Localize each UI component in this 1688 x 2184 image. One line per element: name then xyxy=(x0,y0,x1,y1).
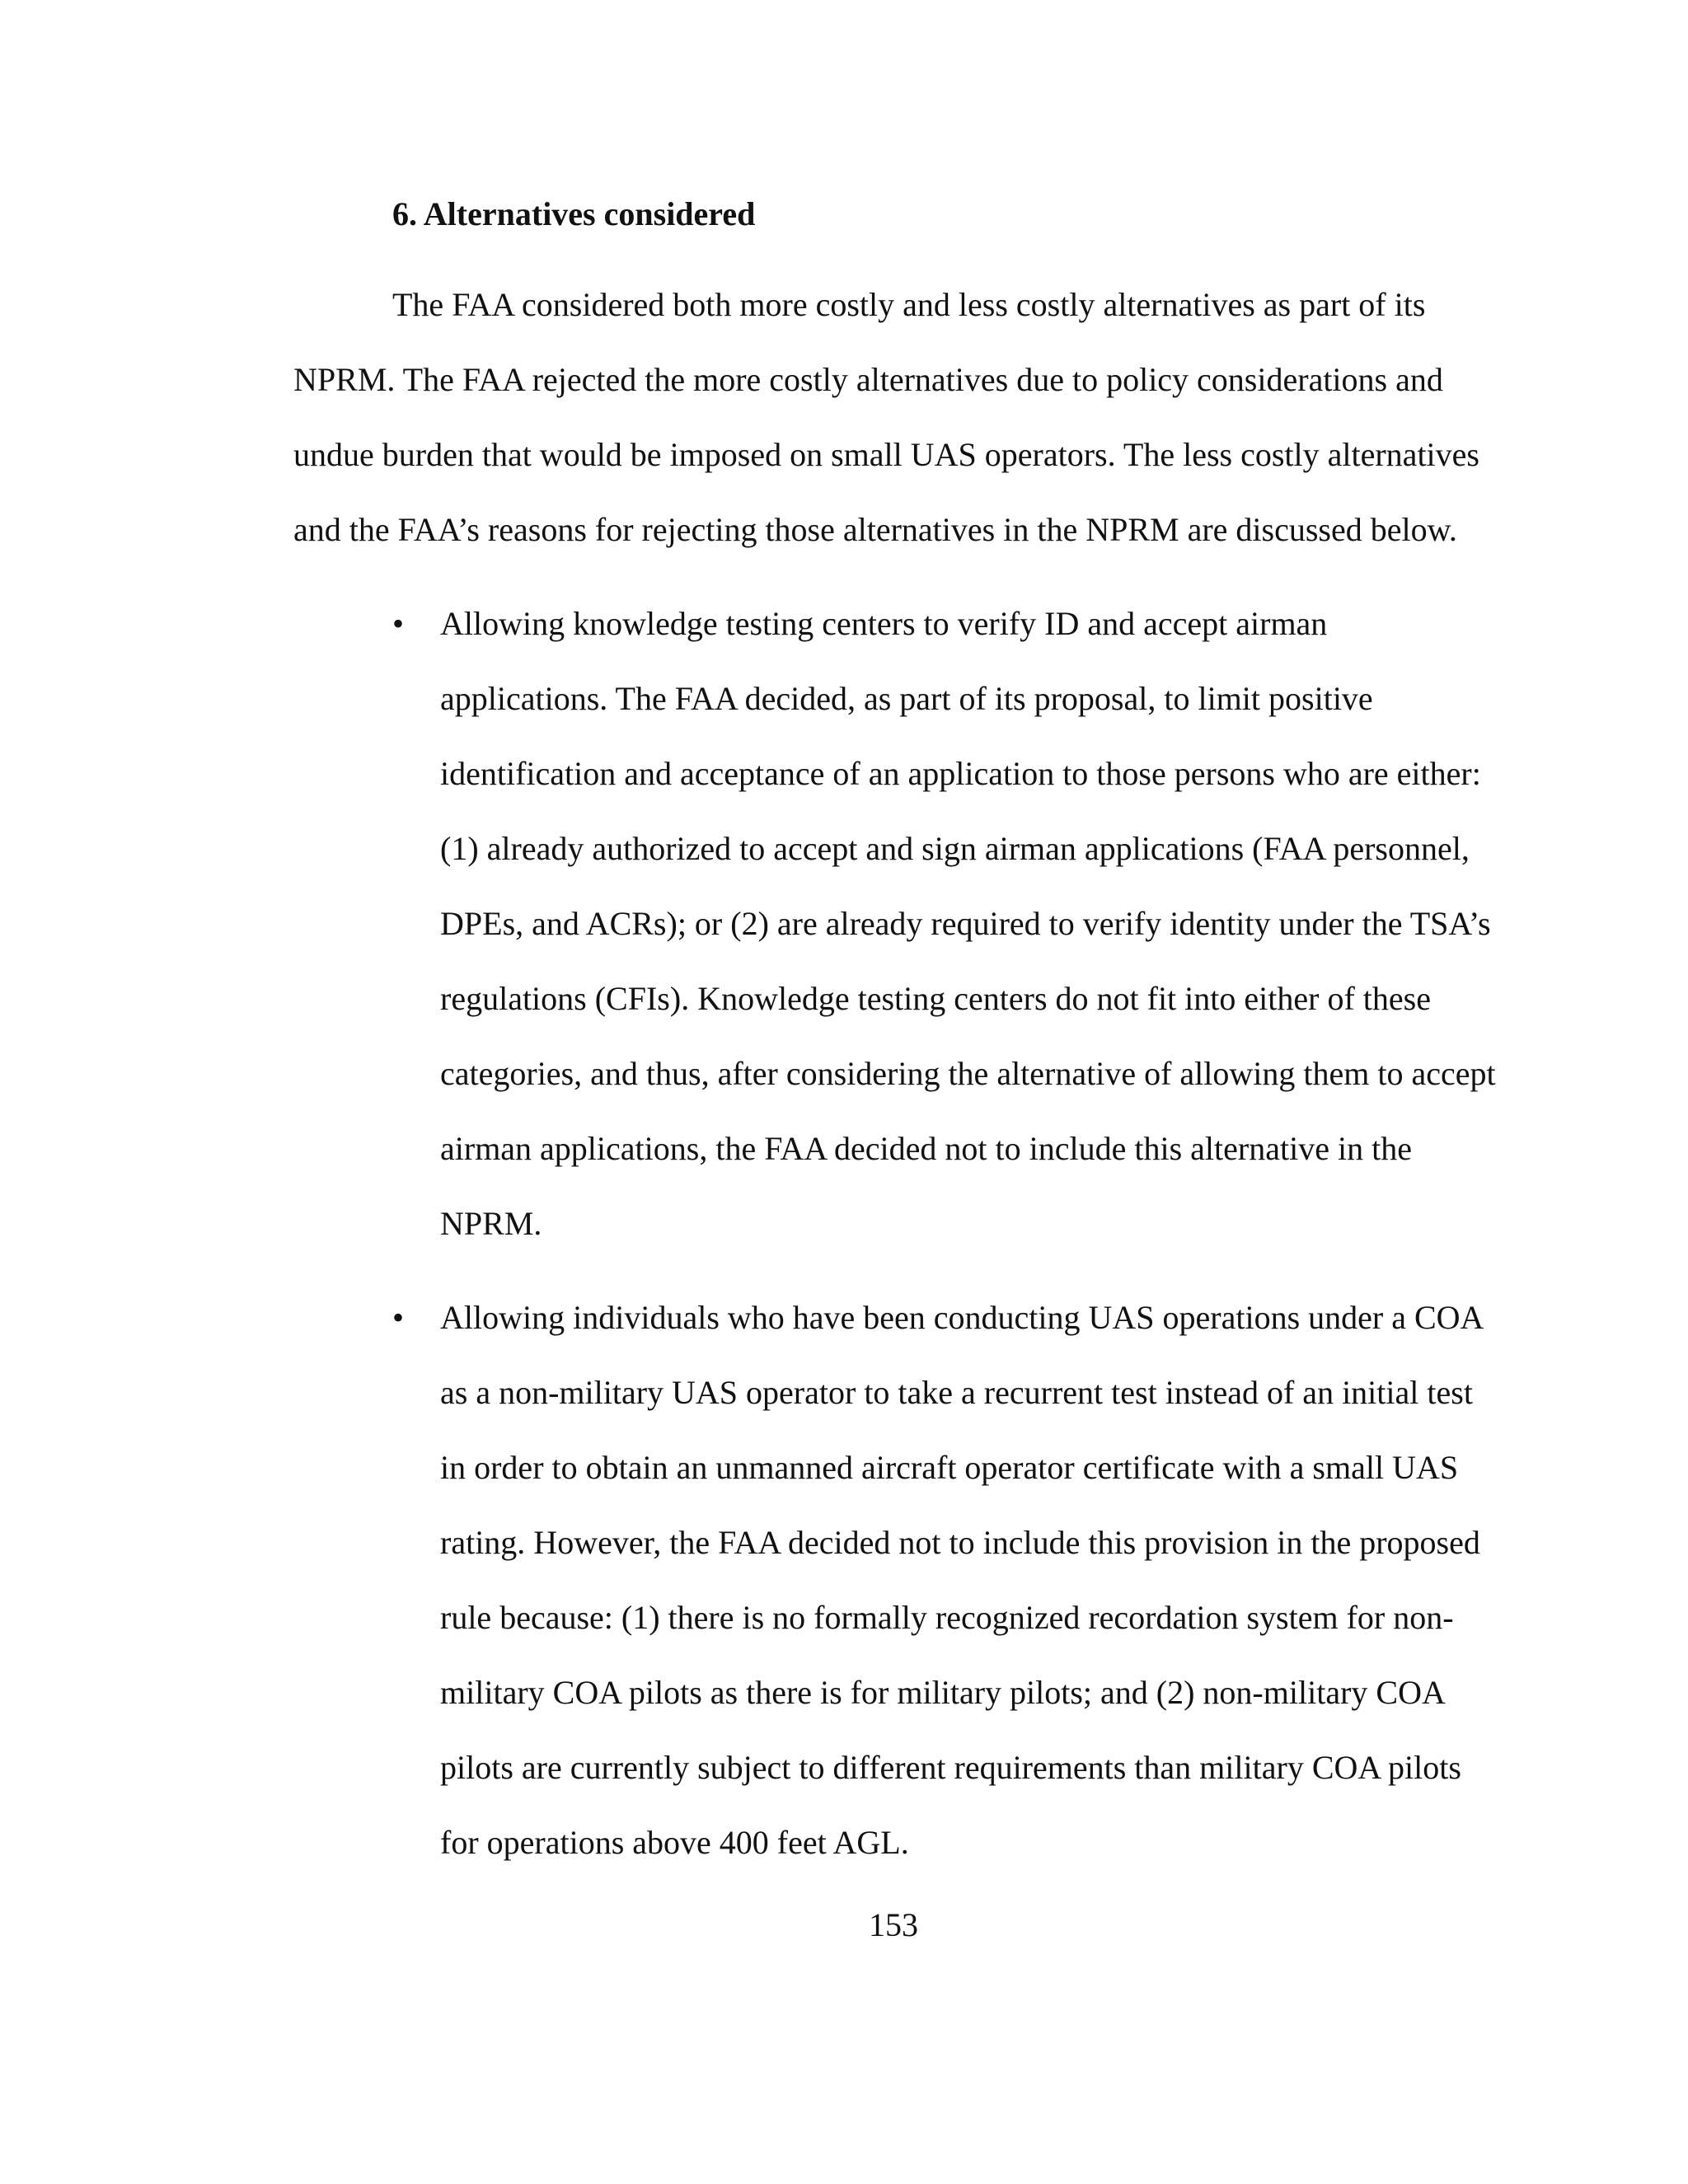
intro-line: undue burden that would be imposed on small UAS operators. The less costly alternatives xyxy=(293,436,1479,473)
bullet-line: for operations above 400 feet AGL. xyxy=(440,1824,909,1861)
bullet-line: NPRM. xyxy=(440,1205,542,1242)
bullet-line: as a non-military UAS operator to take a recurrent test instead of an initial test xyxy=(440,1374,1473,1411)
bullet-line: (1) already authorized to accept and sign airman applications (FAA personnel, xyxy=(440,830,1470,867)
bullet-line: military COA pilots as there is for military pilots; and (2) non-military COA xyxy=(440,1674,1446,1711)
bullet-marker: • xyxy=(392,605,405,642)
intro-line: and the FAA’s reasons for rejecting those alternatives in the NPRM are discussed below. xyxy=(293,511,1457,548)
intro-line: NPRM. The FAA rejected the more costly alternatives due to policy considerations and xyxy=(293,361,1443,398)
bullet-marker: • xyxy=(392,1299,405,1336)
bullet-line: airman applications, the FAA decided not to include this alternative in the xyxy=(440,1130,1412,1167)
bullet-line: rating. However, the FAA decided not to include this provision in the proposed xyxy=(440,1524,1480,1561)
bullet-line: applications. The FAA decided, as part of its proposal, to limit positive xyxy=(440,680,1373,717)
bullet-line: pilots are currently subject to different requirements than military COA pilots xyxy=(440,1749,1461,1786)
bullet-line: DPEs, and ACRs); or (2) are already required to verify identity under the TSA’s xyxy=(440,905,1491,942)
bullet-line: rule because: (1) there is no formally recognized recordation system for non- xyxy=(440,1599,1454,1636)
bullet-line: in order to obtain an unmanned aircraft operator certificate with a small UAS xyxy=(440,1449,1459,1486)
bullet-line: categories, and thus, after considering the alternative of allowing them to accept xyxy=(440,1055,1496,1092)
section-heading: 6. Alternatives considered xyxy=(392,195,756,232)
page-number: 153 xyxy=(869,1906,918,1943)
bullet-line: identification and acceptance of an application to those persons who are either: xyxy=(440,755,1481,792)
intro-line: The FAA considered both more costly and less costly alternatives as part of its xyxy=(392,286,1426,323)
bullet-line: regulations (CFIs). Knowledge testing centers do not fit into either of these xyxy=(440,980,1431,1017)
bullet-line: Allowing individuals who have been conducting UAS operations under a COA xyxy=(440,1299,1484,1336)
bullet-line: Allowing knowledge testing centers to verify ID and accept airman xyxy=(440,605,1328,642)
